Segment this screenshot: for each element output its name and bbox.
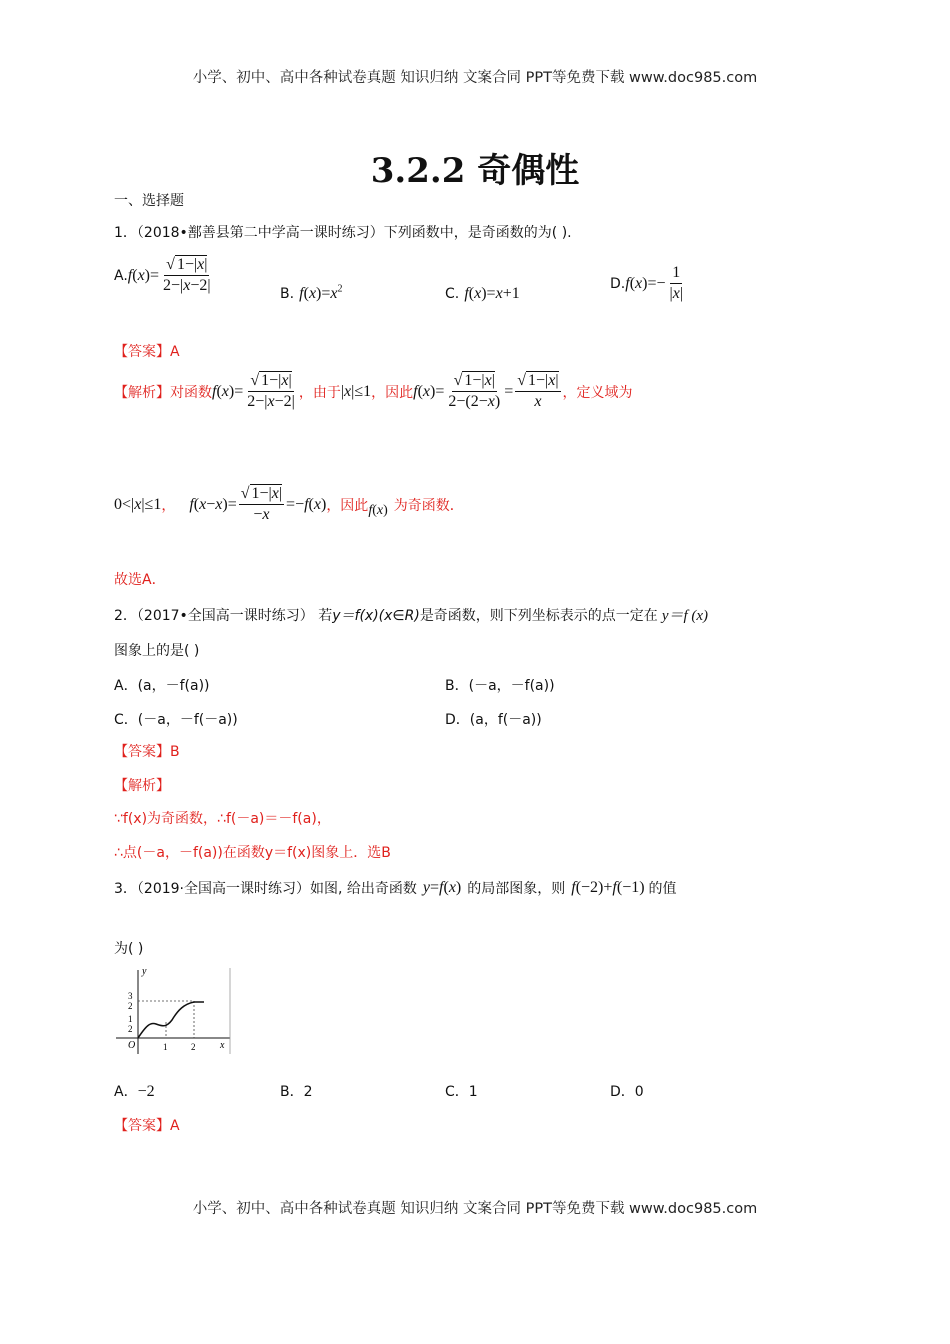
section-heading: 一、选择题 (114, 193, 184, 209)
q3-answer: 【答案】A (114, 1118, 180, 1134)
function-curve (138, 1002, 204, 1038)
q3-stem-line2: 为( ) (114, 941, 144, 957)
y-tick: 2 (128, 1024, 133, 1034)
x-label: x (220, 1040, 225, 1051)
q1-option-c: C. f(x)=x+1 (445, 285, 520, 302)
page-title: 3.2.2 奇偶性 (370, 151, 580, 191)
q3-function-graph (112, 966, 234, 1056)
q3-option-a: A．−2 (114, 1083, 155, 1100)
q1-a-fraction: $\frac{√ 1-|x|}{2-|x-2|}$ (163, 256, 211, 294)
q1-option-a: A. f ( x )= $\frac{√ 1-|x|}{2-|x-2|}$ (114, 256, 211, 294)
q1-stem: 1．（2018•鄯善县第二中学高一课时练习）下列函数中，是奇函数的为( ). (114, 225, 572, 241)
page-header: 小学、初中、高中各种试卷真题 知识归纳 文案合同 PPT等免费下载 www.doc985.com (192, 70, 758, 86)
q2-option-b: B．(－a，－f(a)) (445, 678, 555, 694)
q3-stem: 3．（2019·全国高一课时练习）如图, 给出奇函数 y = f ( x ) 的局部图象，则 f (−2)+ f (−1) 的值 (114, 879, 677, 897)
q1-explanation-line2: 0<|x|≤1 ， f ( x − x )= $\frac{√ 1-|x|}{-x}$ =− f ( x ) ，因此 f (x) 为奇函数． (114, 485, 464, 523)
q2-option-c: C．(－a，－f(－a)) (114, 712, 238, 728)
origin-label: O (128, 1040, 136, 1051)
q1-option-b: B. $f(x)=x^2$ (280, 283, 343, 302)
q1-explanation-line1: 【解析】对函数 f ( x )= $\frac{√ 1-|x|}{2-|x-2|}$ ，由于 |x|≤1 ，因此 f ( x )= $\frac{√ 1-|x|}{2-(2-x)}$ = $\frac{√ 1-|x|}{x}$ ，定义域为 (114, 372, 633, 410)
y-label: y (142, 966, 147, 977)
q1-conclusion: 故选A． (114, 572, 166, 588)
q2-explanation-label: 【解析】 (114, 778, 170, 794)
y-tick: 1 (128, 1014, 133, 1024)
q3-option-c: C．1 (445, 1084, 478, 1100)
y-tick: 2 (128, 1001, 133, 1011)
q2-option-a: A．(a，－f(a)) (114, 678, 210, 694)
q3-option-b: B．2 (280, 1084, 313, 1100)
q2-explanation-line2: ∴点(－a，－f(a))在函数y＝f(x)图象上．选B (114, 845, 391, 861)
x-tick: 1 (163, 1042, 168, 1052)
q2-explanation-line1: ∵f(x)为奇函数，∴f(－a)＝－f(a)， (114, 811, 331, 827)
q1-option-d: D. f ( x )=− $\frac{1}{|x|}$ (610, 264, 684, 302)
q2-answer: 【答案】B (114, 744, 180, 760)
q1-answer: 【答案】A (114, 344, 180, 360)
page-footer: 小学、初中、高中各种试卷真题 知识归纳 文案合同 PPT等免费下载 www.doc985.com (192, 1201, 758, 1217)
q2-stem: 2．（2017•全国高一课时练习） 若y＝f(x)(x∈R)是奇函数，则下列坐标表示的点一定在 y＝f (x) (114, 608, 709, 624)
q3-option-d: D．0 (610, 1084, 644, 1100)
y-tick: 3 (128, 991, 133, 1001)
q2-option-d: D．(a，f(－a)) (445, 712, 542, 728)
x-tick: 2 (191, 1042, 196, 1052)
q2-stem-line2: 图象上的是( ) (114, 643, 200, 659)
